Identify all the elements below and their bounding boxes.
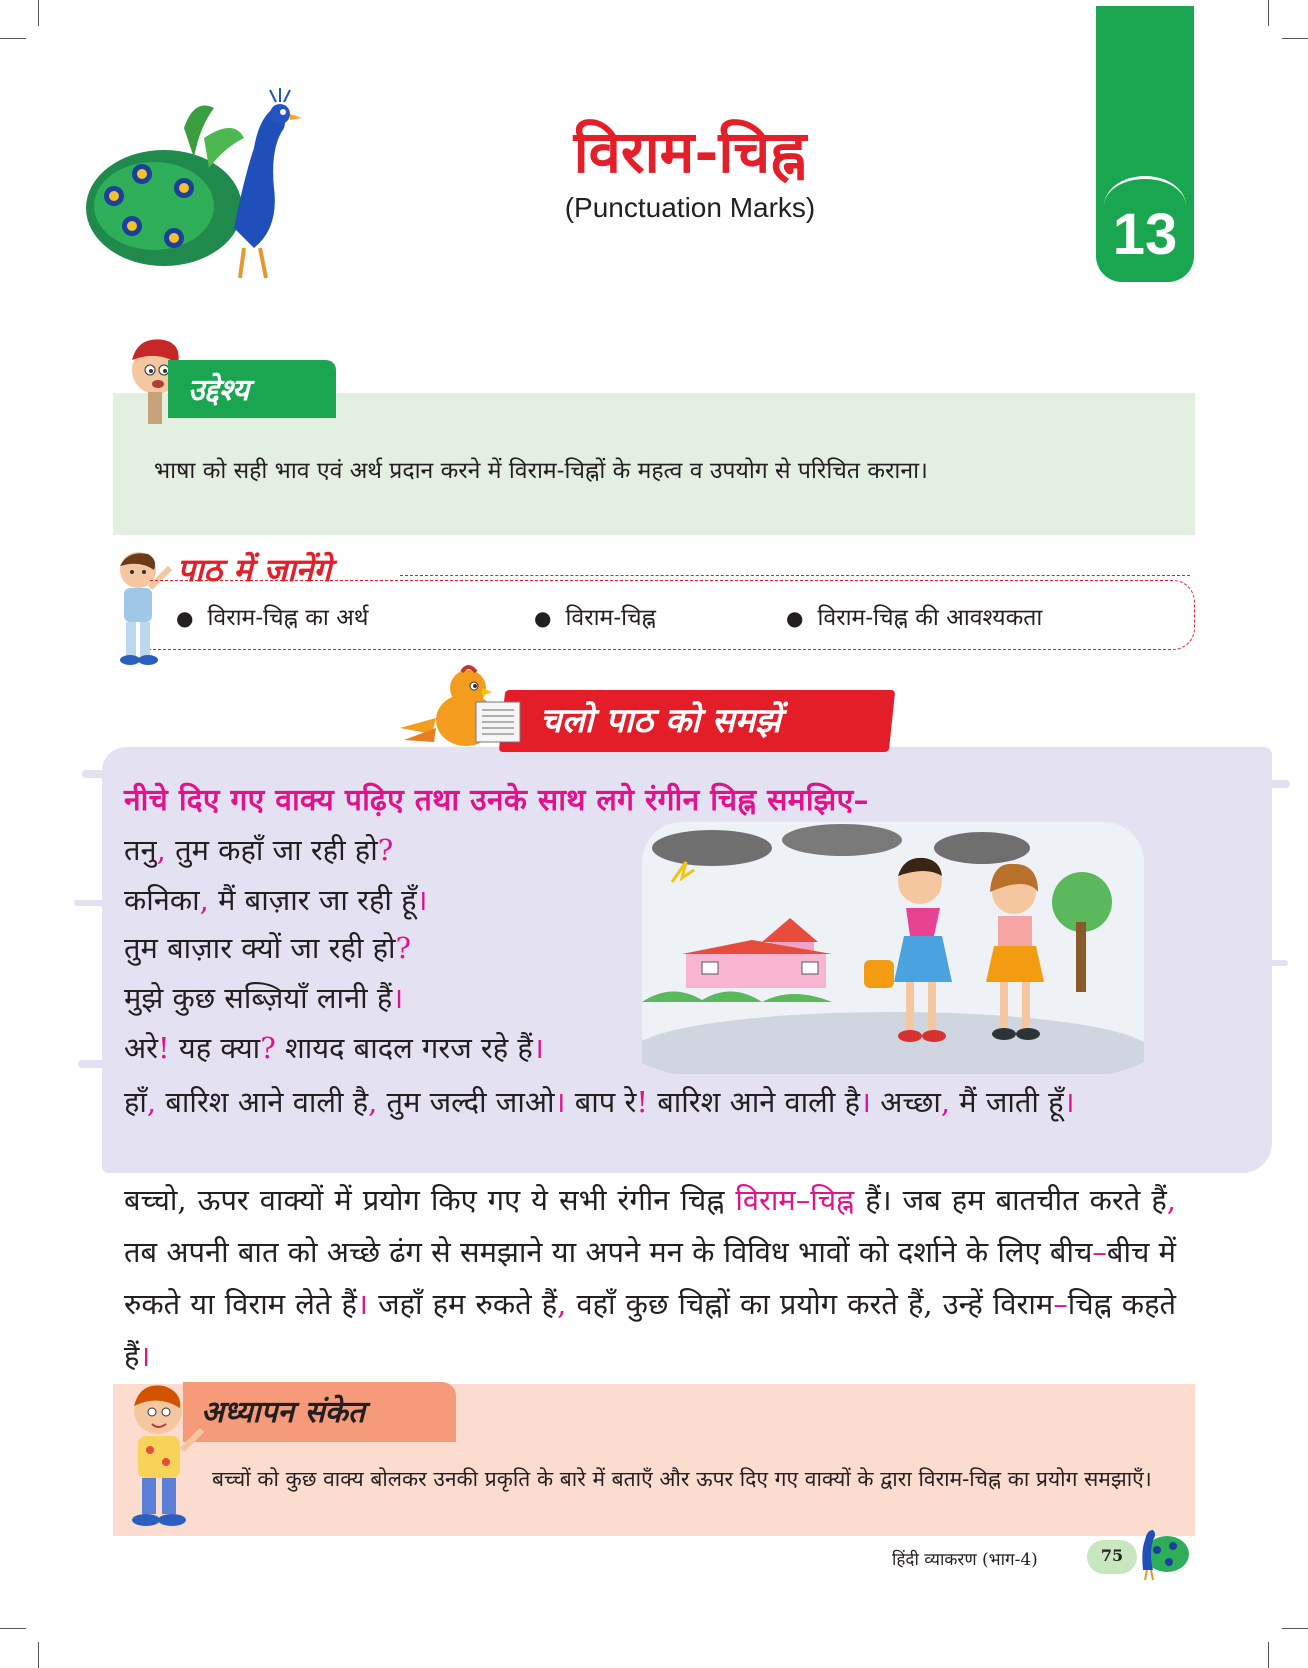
dialogue-line: [124, 928, 411, 967]
brush-stroke: [78, 1060, 118, 1068]
lesson-banner-text: चलो पाठ को समझें: [540, 701, 781, 741]
teaching-note-text: बच्चों को कुछ वाक्य बोलकर उनकी प्रकृति के बारे में बताएँ और ऊपर दिए गए वाक्यों के द्वारा विराम-चिह्न का प्रयोग समझाएँ।: [212, 1467, 1152, 1491]
punctuation-mark: ।: [139, 1339, 151, 1373]
bullet-icon: ●: [786, 606, 804, 630]
dialogue-text: मैं जाती हूँ: [950, 1085, 1064, 1119]
explanation-paragraph: [124, 1174, 1176, 1382]
learn-heading-rule: [400, 575, 1190, 576]
dialogue-text: मुझे कुछ सब्ज़ियाँ लानी हैं: [124, 981, 393, 1015]
footer-book-title: हिंदी व्याकरण (भाग-4): [892, 1550, 1038, 1570]
paragraph-text: हैं। जब हम बातचीत करते हैं: [854, 1183, 1167, 1217]
learn-item: [534, 600, 656, 632]
learn-item-label: विराम-चिह्न का अर्थ: [207, 605, 369, 631]
peacock-icon: [1133, 1520, 1191, 1582]
dialogue-text: अरे: [124, 1031, 159, 1065]
paragraph-text: वहाँ कुछ चिह्नों का प्रयोग करते हैं, उन्हें विराम: [566, 1287, 1054, 1321]
punctuation-mark: ,: [368, 1085, 378, 1119]
crop-mark: [38, 1642, 39, 1668]
paragraph-text: जहाँ हम रुकते हैं: [367, 1287, 558, 1321]
page-number: 75: [1087, 1540, 1137, 1574]
dialogue-text: बाप रे: [565, 1085, 637, 1119]
brush-stroke: [1258, 960, 1288, 966]
dialogue-line: [124, 880, 427, 919]
lesson-instruction: नीचे दिए गए वाक्य पढ़िए तथा उनके साथ लगे रंगीन चिह्न समझिए–: [124, 783, 869, 818]
punctuation-mark: ।: [392, 981, 404, 1015]
punctuation-mark: ,: [940, 1085, 951, 1119]
highlighted-term: विराम–चिह्न: [735, 1183, 855, 1217]
dialogue-text: बारिश आने वाली है: [648, 1085, 860, 1119]
bullet-icon: ●: [534, 606, 552, 630]
dialogue-text: हाँ: [124, 1085, 147, 1119]
crop-mark: [1268, 0, 1269, 26]
learn-heading: पाठ में जानेंगे: [177, 551, 332, 589]
objective-text: भाषा को सही भाव एवं अर्थ प्रदान करने में विराम-चिह्नों के महत्व व उपयोग से परिचित कराना।: [154, 458, 928, 484]
chapter-number: 13: [1112, 202, 1178, 267]
paragraph-text: बीच में रुकते या विराम लेते हैं: [124, 1235, 1177, 1321]
learn-item-label: विराम-चिह्न: [565, 605, 656, 631]
punctuation-mark: ,: [146, 1085, 157, 1119]
crop-mark: [1282, 38, 1308, 39]
punctuation-mark: ।: [554, 1085, 566, 1119]
boy-waving-illustration: [118, 1378, 210, 1530]
paragraph-text: चिह्न कहते हैं: [124, 1287, 1176, 1373]
punctuation-mark: !: [158, 1031, 170, 1065]
objective-label: उद्देश्य: [168, 360, 336, 418]
punctuation-mark: –: [1053, 1287, 1068, 1321]
learn-item: [176, 600, 368, 632]
dialogue-line: [124, 1076, 1176, 1128]
dialogue-text: तुम बाज़ार क्यों जा रही हो: [124, 931, 396, 965]
punctuation-mark: ?: [395, 931, 412, 965]
paragraph-text: बच्चो, ऊपर वाक्यों में प्रयोग किए गए ये सभी रंगीन चिह्न: [124, 1183, 736, 1217]
brush-stroke: [1250, 780, 1290, 788]
dialogue-text: तनु: [124, 833, 157, 867]
crop-mark: [1282, 1628, 1308, 1629]
brush-stroke: [82, 770, 142, 778]
peacock-illustration: [84, 88, 316, 284]
chapter-tab: [1096, 6, 1194, 282]
bird-reading-illustration: [396, 664, 532, 760]
punctuation-mark: ,: [199, 883, 209, 917]
crop-mark: [38, 0, 39, 26]
learn-item-label: विराम-चिह्न की आवश्यकता: [817, 605, 1043, 631]
punctuation-mark: ।: [356, 1287, 368, 1321]
punctuation-mark: ?: [377, 833, 394, 867]
punctuation-mark: ।: [532, 1031, 544, 1065]
dialogue-line: [124, 1028, 544, 1067]
crop-mark: [1268, 1642, 1269, 1668]
punctuation-mark: ,: [557, 1287, 567, 1321]
punctuation-mark: ।: [859, 1085, 871, 1119]
dialogue-text: कनिका: [124, 883, 200, 917]
dialogue-text: यह क्या: [169, 1031, 261, 1065]
chapter-subtitle: (Punctuation Marks): [564, 192, 816, 223]
teaching-note-label: अध्यापन संकेत: [183, 1382, 456, 1442]
bullet-icon: ●: [176, 606, 194, 630]
punctuation-mark: –: [1092, 1235, 1107, 1269]
punctuation-mark: ,: [1166, 1183, 1176, 1217]
crop-mark: [0, 1628, 26, 1629]
dialogue-line: [124, 830, 393, 869]
dialogue-text: मैं बाज़ार जा रही हूँ: [208, 883, 417, 917]
dialogue-text: अच्छा: [870, 1085, 941, 1119]
punctuation-mark: ,: [156, 833, 166, 867]
brush-stroke: [74, 900, 114, 906]
dialogue-line: [124, 978, 403, 1017]
learn-item: [786, 600, 1042, 632]
dialogue-text: शायद बादल गरज रहे हैं: [275, 1031, 533, 1065]
punctuation-mark: !: [636, 1085, 648, 1119]
punctuation-mark: ।: [1063, 1085, 1075, 1119]
dialogue-text: बारिश आने वाली है: [156, 1085, 369, 1119]
paragraph-text: तब अपनी बात को अच्छे ढंग से समझाने या अपने मन के विविध भावों को दर्शाने के लिए बीच: [124, 1235, 1093, 1269]
crop-mark: [0, 38, 26, 39]
girls-rain-scene-illustration: [642, 822, 1144, 1074]
dialogue-text: तुम कहाँ जा रही हो: [165, 833, 378, 867]
punctuation-mark: ।: [416, 883, 428, 917]
chapter-title: विराम-चिह्न: [573, 118, 807, 186]
dialogue-text: तुम जल्दी जाओ: [377, 1085, 555, 1119]
punctuation-mark: ?: [260, 1031, 276, 1065]
